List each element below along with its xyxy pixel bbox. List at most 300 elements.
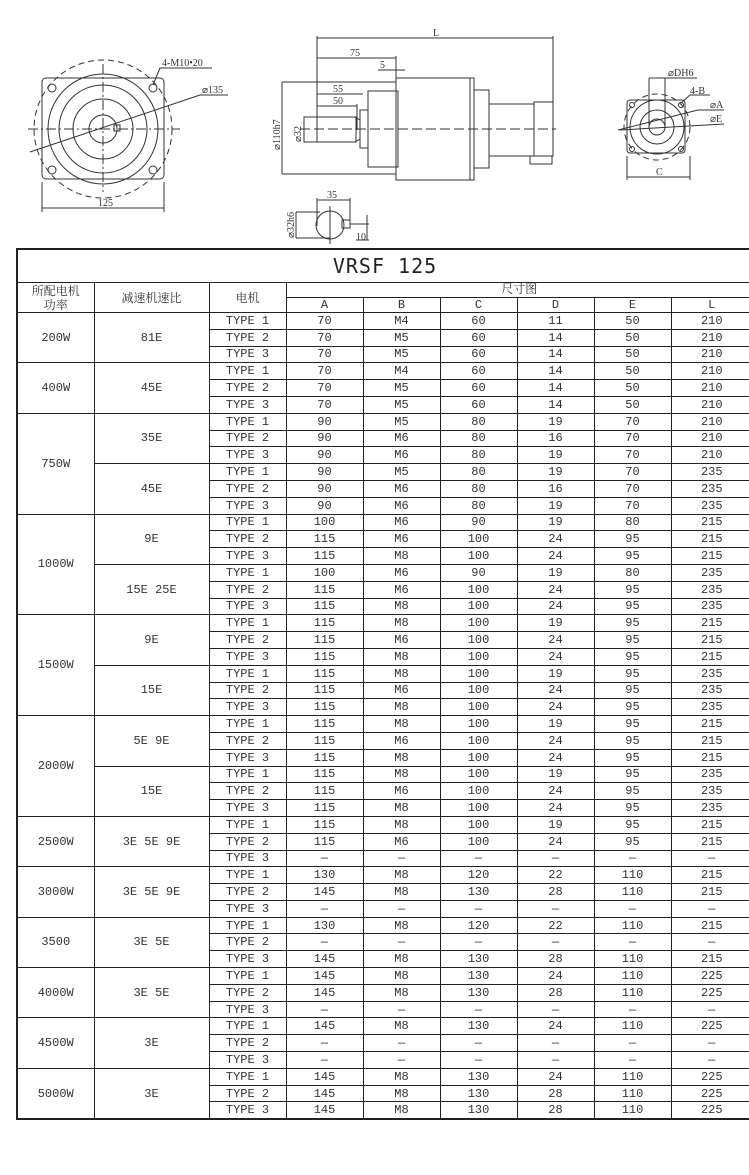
dim-c-cell: 90 [440,564,517,581]
dim-b-cell: M6 [363,564,440,581]
table-row [17,413,749,430]
dim-l-cell: 215 [671,716,749,733]
dim-d-cell: 14 [517,346,594,363]
dim-c-cell: — [440,1001,517,1018]
dim-c-cell: 100 [440,665,517,682]
dim-b-cell: M4 [363,363,440,380]
dim-e-cell: 95 [594,749,671,766]
dim-b-cell: — [363,1035,440,1052]
ratio-cell: 3E 5E 9E [94,867,209,917]
dim-b-cell: M5 [363,346,440,363]
dim-c-cell: 80 [440,413,517,430]
table-row [17,615,749,632]
motor-type-cell: TYPE 2 [209,984,286,1001]
dim-d-cell: 19 [517,564,594,581]
dim-b-cell: — [363,1001,440,1018]
motor-type-cell: TYPE 1 [209,816,286,833]
dim-e-cell: 50 [594,313,671,330]
dim-a-cell: 90 [286,447,363,464]
dim-e-cell: — [594,850,671,867]
ratio-cell: 81E [94,313,209,363]
dim-c-cell: 100 [440,648,517,665]
dim-l-cell: 215 [671,833,749,850]
dim-e-cell: 110 [594,1085,671,1102]
motor-type-cell: TYPE 2 [209,329,286,346]
dim-l-cell: 235 [671,682,749,699]
side-dim-50: 50 [333,96,343,107]
ratio-cell: 3E 5E 9E [94,816,209,866]
dim-a-cell: 70 [286,313,363,330]
dim-b-cell: M8 [363,1018,440,1035]
dim-b-cell: M8 [363,766,440,783]
dim-a-cell: — [286,1052,363,1069]
dim-c-cell: 80 [440,497,517,514]
dim-d-cell: 24 [517,632,594,649]
dim-a-cell: 130 [286,917,363,934]
dim-l-cell: 235 [671,564,749,581]
dim-e-cell: 70 [594,497,671,514]
power-cell: 4500W [17,1018,94,1068]
motor-type-cell: TYPE 3 [209,497,286,514]
dim-c-cell: 60 [440,363,517,380]
motor-type-cell: TYPE 2 [209,430,286,447]
dim-b-cell: M8 [363,951,440,968]
dim-l-cell: 210 [671,363,749,380]
motor-type-cell: TYPE 2 [209,884,286,901]
dim-b-cell: M6 [363,514,440,531]
power-cell: 3000W [17,867,94,917]
dim-d-cell: 19 [517,413,594,430]
shaft-key-label: 10 [356,232,366,243]
power-cell: 1000W [17,514,94,615]
header-ratio: 减速机速比 [94,283,209,313]
dim-b-cell: M8 [363,1102,440,1119]
side-dim-75: 75 [350,48,360,59]
dim-l-cell: 215 [671,531,749,548]
motor-type-cell: TYPE 3 [209,648,286,665]
dim-l-cell: 235 [671,766,749,783]
dim-c-cell: 100 [440,732,517,749]
dim-c-cell: 100 [440,816,517,833]
dim-a-cell: 115 [286,665,363,682]
ratio-cell: 3E 5E [94,917,209,967]
dim-c-cell: 100 [440,682,517,699]
dim-e-cell: 95 [594,632,671,649]
dim-d-cell: 28 [517,884,594,901]
ratio-cell: 35E [94,413,209,463]
dim-a-cell: 115 [286,682,363,699]
table-row [17,564,749,581]
dim-a-cell: 145 [286,984,363,1001]
motor-type-cell: TYPE 2 [209,934,286,951]
motor-type-cell: TYPE 1 [209,615,286,632]
dim-a-cell: 115 [286,648,363,665]
dim-d-cell: — [517,900,594,917]
front-bolt-label: 4-M10•20 [162,58,203,69]
dim-l-cell: 210 [671,380,749,397]
dim-a-cell: 115 [286,732,363,749]
side-dim-55: 55 [333,84,343,95]
dim-e-cell: 70 [594,480,671,497]
dim-c-cell: 100 [440,632,517,649]
dim-a-cell: 70 [286,329,363,346]
ratio-cell: 3E [94,1018,209,1068]
ratio-cell: 3E 5E [94,968,209,1018]
dim-a-cell: 90 [286,464,363,481]
motor-type-cell: TYPE 2 [209,1035,286,1052]
motor-type-cell: TYPE 1 [209,413,286,430]
front-pcd-label: ⌀135 [202,85,224,96]
dim-d-cell: 24 [517,968,594,985]
dim-b-cell: M8 [363,1085,440,1102]
dim-c-cell: — [440,850,517,867]
dim-b-cell: M8 [363,800,440,817]
dim-a-cell: 115 [286,783,363,800]
dim-l-cell: — [671,934,749,951]
dim-e-cell: 95 [594,716,671,733]
dim-l-cell: 215 [671,615,749,632]
table-row [17,665,749,682]
dim-c-cell: 100 [440,598,517,615]
header-col-l: L [671,298,749,313]
dim-b-cell: M5 [363,464,440,481]
dim-b-cell: M6 [363,833,440,850]
dim-e-cell: 110 [594,951,671,968]
table-row [17,968,749,985]
table-row [17,1068,749,1085]
dim-d-cell: — [517,934,594,951]
dim-a-cell: 130 [286,867,363,884]
dim-c-cell: 130 [440,1068,517,1085]
motor-type-cell: TYPE 3 [209,699,286,716]
dim-a-cell: 115 [286,816,363,833]
motor-type-cell: TYPE 2 [209,380,286,397]
motor-a-label: ⌀A [710,100,724,111]
motor-type-cell: TYPE 2 [209,783,286,800]
dim-c-cell: 100 [440,766,517,783]
dim-d-cell: 24 [517,1068,594,1085]
power-cell: 200W [17,313,94,363]
dim-b-cell: — [363,900,440,917]
motor-type-cell: TYPE 1 [209,665,286,682]
dim-d-cell: 24 [517,598,594,615]
header-row-1 [17,283,749,298]
motor-type-cell: TYPE 2 [209,632,286,649]
motor-type-cell: TYPE 2 [209,682,286,699]
header-power [17,283,94,313]
motor-type-cell: TYPE 3 [209,800,286,817]
motor-type-cell: TYPE 1 [209,867,286,884]
dim-c-cell: 80 [440,447,517,464]
dim-b-cell: M6 [363,682,440,699]
dim-e-cell: 95 [594,531,671,548]
header-motor: 电机 [209,283,286,313]
dim-b-cell: M8 [363,1068,440,1085]
dim-l-cell: — [671,1001,749,1018]
motor-c-label: C [656,167,663,178]
dim-a-cell: 115 [286,699,363,716]
dim-d-cell: 19 [517,766,594,783]
dim-a-cell: 145 [286,1085,363,1102]
dim-d-cell: 22 [517,867,594,884]
ratio-cell: 15E 25E [94,564,209,614]
dim-b-cell: M5 [363,396,440,413]
motor-type-cell: TYPE 3 [209,598,286,615]
dim-l-cell: 235 [671,699,749,716]
dim-e-cell: 95 [594,615,671,632]
dim-e-cell: 110 [594,1068,671,1085]
dim-l-cell: 235 [671,581,749,598]
dim-l-cell: — [671,850,749,867]
dim-d-cell: 19 [517,615,594,632]
dim-l-cell: 210 [671,329,749,346]
dim-e-cell: 95 [594,682,671,699]
dim-c-cell: 80 [440,480,517,497]
motor-type-cell: TYPE 3 [209,749,286,766]
dim-d-cell: 14 [517,329,594,346]
table-row [17,1018,749,1035]
spec-table-container [16,248,734,1120]
dim-b-cell: M6 [363,497,440,514]
dim-b-cell: — [363,934,440,951]
dim-d-cell: 19 [517,665,594,682]
dim-d-cell: — [517,1001,594,1018]
dim-l-cell: 210 [671,346,749,363]
dim-c-cell: 100 [440,615,517,632]
dim-b-cell: M8 [363,598,440,615]
dim-c-cell: 60 [440,329,517,346]
dim-e-cell: 95 [594,816,671,833]
dim-d-cell: 16 [517,480,594,497]
shaft-dia-label: ⌀32h6 [286,211,297,238]
dim-l-cell: 210 [671,313,749,330]
dim-l-cell: 235 [671,598,749,615]
dim-l-cell: 215 [671,648,749,665]
table-row [17,363,749,380]
dim-e-cell: 95 [594,833,671,850]
power-cell: 5000W [17,1068,94,1119]
dim-b-cell: M4 [363,313,440,330]
dim-b-cell: M5 [363,380,440,397]
dim-e-cell: 95 [594,783,671,800]
dim-e-cell: 110 [594,984,671,1001]
dim-a-cell: 70 [286,363,363,380]
dim-d-cell: 19 [517,464,594,481]
dim-c-cell: — [440,900,517,917]
dim-e-cell: 95 [594,598,671,615]
dim-b-cell: M8 [363,615,440,632]
dim-l-cell: 225 [671,968,749,985]
motor-type-cell: TYPE 3 [209,900,286,917]
dim-e-cell: — [594,934,671,951]
dim-a-cell: 145 [286,1102,363,1119]
shaft-width-label: 35 [327,190,337,201]
motor-type-cell: TYPE 2 [209,732,286,749]
motor-type-cell: TYPE 1 [209,514,286,531]
dim-d-cell: 14 [517,363,594,380]
motor-type-cell: TYPE 1 [209,363,286,380]
dim-a-cell: 115 [286,581,363,598]
dim-b-cell: M8 [363,968,440,985]
power-cell: 2500W [17,816,94,866]
dim-c-cell: 130 [440,951,517,968]
dim-e-cell: 80 [594,514,671,531]
dim-e-cell: 95 [594,732,671,749]
motor-type-cell: TYPE 3 [209,396,286,413]
dim-c-cell: 130 [440,1102,517,1119]
dim-b-cell: M6 [363,531,440,548]
dim-l-cell: 235 [671,783,749,800]
dim-a-cell: 100 [286,564,363,581]
dim-e-cell: 95 [594,548,671,565]
dim-c-cell: 130 [440,884,517,901]
dim-a-cell: 115 [286,716,363,733]
dim-e-cell: 95 [594,699,671,716]
dim-b-cell: M8 [363,665,440,682]
dim-a-cell: 90 [286,413,363,430]
dim-c-cell: 100 [440,716,517,733]
ratio-cell: 3E [94,1068,209,1119]
dim-d-cell: 19 [517,447,594,464]
title-row [17,249,749,283]
dim-e-cell: 95 [594,648,671,665]
dim-a-cell: 115 [286,833,363,850]
dim-d-cell: 24 [517,548,594,565]
dim-l-cell: — [671,900,749,917]
motor-e-label: ⌀E [710,114,723,125]
header-power-line1: 所配电机 [31,283,80,298]
motor-type-cell: TYPE 1 [209,564,286,581]
dim-c-cell: — [440,1052,517,1069]
dim-c-cell: — [440,1035,517,1052]
dim-l-cell: 215 [671,514,749,531]
dim-e-cell: — [594,1001,671,1018]
dim-a-cell: — [286,934,363,951]
dim-d-cell: 24 [517,732,594,749]
dim-l-cell: 210 [671,447,749,464]
dim-d-cell: 14 [517,380,594,397]
dim-l-cell: 215 [671,732,749,749]
front-view-drawing [28,60,228,212]
dim-l-cell: 215 [671,884,749,901]
motor-flange-drawing [618,78,724,180]
dim-e-cell: 95 [594,800,671,817]
motor-type-cell: TYPE 2 [209,480,286,497]
dim-e-cell: 110 [594,1018,671,1035]
power-cell: 3500 [17,917,94,967]
dim-a-cell: 115 [286,598,363,615]
drawing-canvas [0,0,749,245]
dim-d-cell: 24 [517,1018,594,1035]
motor-type-cell: TYPE 2 [209,581,286,598]
dim-b-cell: M6 [363,581,440,598]
dim-l-cell: 225 [671,984,749,1001]
dim-l-cell: 215 [671,632,749,649]
dim-b-cell: — [363,1052,440,1069]
ratio-cell: 15E [94,665,209,715]
dim-d-cell: — [517,1035,594,1052]
table-row [17,766,749,783]
dim-b-cell: M6 [363,430,440,447]
motor-type-cell: TYPE 3 [209,951,286,968]
table-row [17,313,749,330]
dim-l-cell: 235 [671,497,749,514]
dim-b-cell: M8 [363,648,440,665]
dim-e-cell: 50 [594,396,671,413]
dim-l-cell: 215 [671,917,749,934]
dim-a-cell: 115 [286,800,363,817]
dim-l-cell: 210 [671,396,749,413]
dim-l-cell: 215 [671,867,749,884]
dim-l-cell: 215 [671,951,749,968]
dim-d-cell: 24 [517,833,594,850]
dim-d-cell: 24 [517,648,594,665]
dim-e-cell: 95 [594,665,671,682]
motor-type-cell: TYPE 1 [209,917,286,934]
motor-bore-label: ⌀DH6 [668,68,694,79]
header-col-e: E [594,298,671,313]
dim-b-cell: M8 [363,816,440,833]
ratio-cell: 5E 9E [94,716,209,766]
dim-b-cell: M8 [363,884,440,901]
dim-l-cell: — [671,1035,749,1052]
dim-b-cell: M6 [363,447,440,464]
dim-c-cell: 100 [440,581,517,598]
dim-l-cell: 210 [671,413,749,430]
dim-d-cell: 24 [517,581,594,598]
dim-a-cell: 115 [286,766,363,783]
motor-type-cell: TYPE 1 [209,716,286,733]
dim-b-cell: M8 [363,867,440,884]
dim-d-cell: 24 [517,749,594,766]
spec-table [16,248,749,1120]
table-title: VRSF 125 [17,249,749,283]
dim-c-cell: 100 [440,749,517,766]
motor-type-cell: TYPE 1 [209,1018,286,1035]
motor-type-cell: TYPE 3 [209,1102,286,1119]
dim-e-cell: — [594,1052,671,1069]
dim-l-cell: — [671,1052,749,1069]
dim-e-cell: — [594,900,671,917]
motor-bolt-label: 4-B [690,86,705,97]
header-col-c: C [440,298,517,313]
power-cell: 4000W [17,968,94,1018]
dim-b-cell: M8 [363,548,440,565]
dim-a-cell: 145 [286,1018,363,1035]
dim-c-cell: 100 [440,699,517,716]
table-row [17,867,749,884]
dim-e-cell: 110 [594,867,671,884]
dim-d-cell: 24 [517,783,594,800]
motor-type-cell: TYPE 3 [209,1001,286,1018]
dim-a-cell: — [286,850,363,867]
dim-l-cell: 215 [671,749,749,766]
dim-a-cell: 145 [286,1068,363,1085]
motor-type-cell: TYPE 1 [209,313,286,330]
dim-e-cell: — [594,1035,671,1052]
dim-b-cell: M8 [363,984,440,1001]
dim-d-cell: 19 [517,716,594,733]
ratio-cell: 45E [94,464,209,514]
motor-type-cell: TYPE 1 [209,968,286,985]
dim-c-cell: 100 [440,783,517,800]
dim-c-cell: 80 [440,430,517,447]
motor-type-cell: TYPE 2 [209,531,286,548]
dim-b-cell: — [363,850,440,867]
dim-a-cell: 115 [286,632,363,649]
power-cell: 400W [17,363,94,413]
header-col-b: B [363,298,440,313]
